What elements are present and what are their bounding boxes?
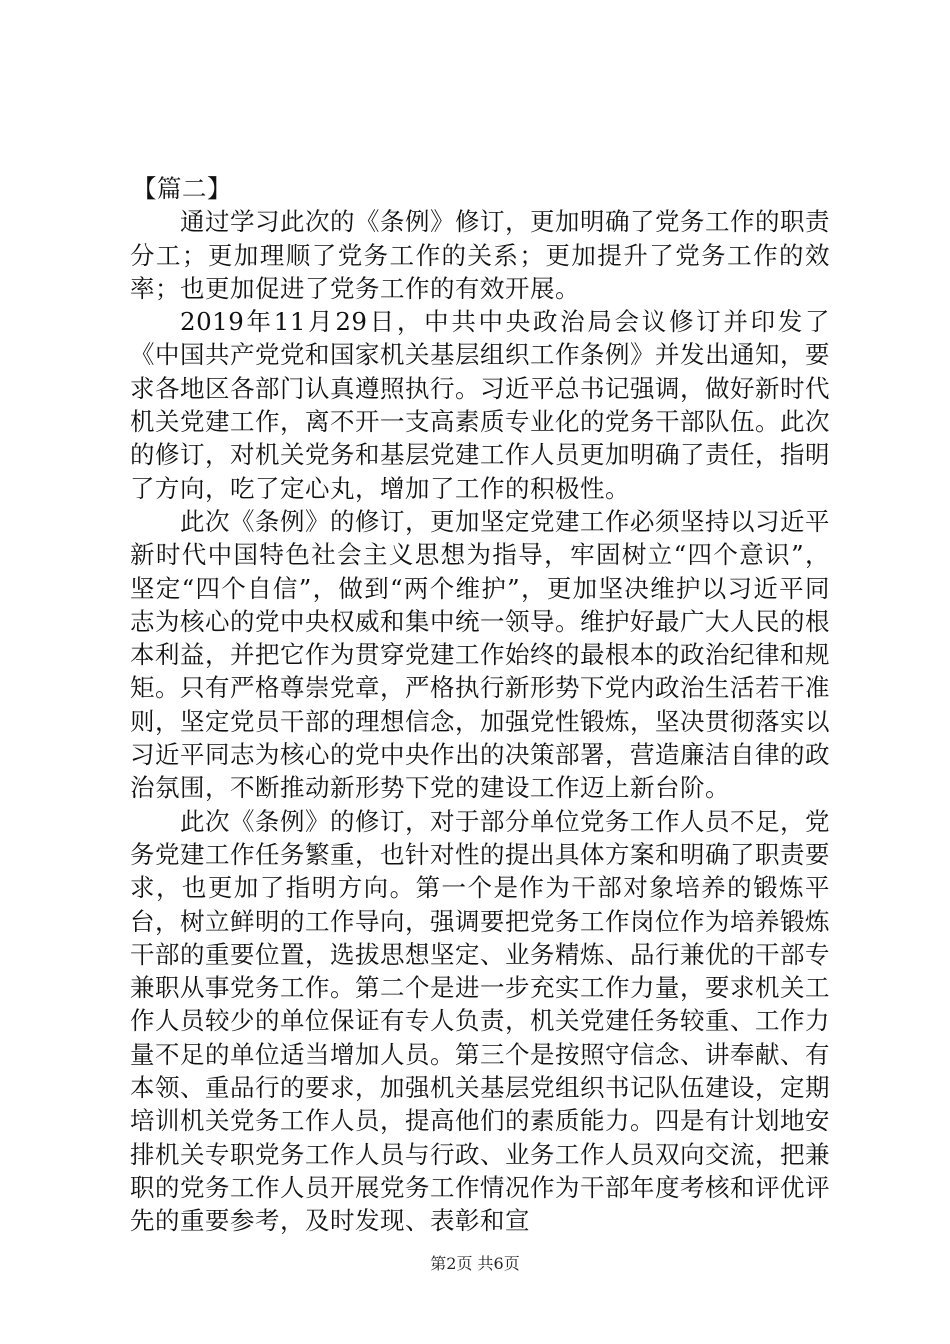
paragraph-2: 2019年11月29日，中共中央政治局会议修订并印发了《中国共产党党和国家机关基层组织工作条例》并发出通知，要求各地区各部门认真遵照执行。习近平总书记强调，做好新时代机关党建工作，离不开一支高素质专业化的党务干部队伍。此次的修订，对机关党务和基层党建工作人员更加明确了责任，指明了方向，吃了定心丸，增加了工作的积极性。 <box>130 307 830 503</box>
page-footer: 第2页 共6页 <box>430 1254 520 1273</box>
document-body <box>130 172 830 1238</box>
paragraph-3: 此次《条例》的修订，更加坚定党建工作必须坚持以习近平新时代中国特色社会主义思想为指导，牢固树立“四个意识”，坚定“四个自信”，做到“两个维护”，更加坚决维护以习近平同志为核心的党中央权威和集中统一领导。维护好最广大人民的根本利益，并把它作为贯穿党建工作始终的最根本的政治纪律和规矩。只有严格尊崇党章，严格执行新形势下党内政治生活若干准则，坚定党员干部的理想信念，加强党性锻炼，坚决贯彻落实以习近平同志为核心的党中央作出的决策部署，营造廉洁自律的政治氛围，不断推动新形势下党的建设工作迈上新台阶。 <box>130 506 830 803</box>
paragraph-1: 通过学习此次的《条例》修订，更加明确了党务工作的职责分工；更加理顺了党务工作的关系；更加提升了党务工作的效率；也更加促进了党务工作的有效开展。 <box>130 207 830 303</box>
paragraph-4: 此次《条例》的修订，对于部分单位党务工作人员不足，党务党建工作任务繁重，也针对性的提出具体方案和明确了职责要求，也更加了指明方向。第一个是作为干部对象培养的锻炼平台，树立鲜明的工作导向，强调要把党务工作岗位作为培养锻炼干部的重要位置，选拔思想坚定、业务精炼、品行兼优的干部专兼职从事党务工作。第二个是进一步充实工作力量，要求机关工作人员较少的单位保证有专人负责，机关党建任务较重、工作力量不足的单位适当增加人员。第三个是按照守信念、讲奉献、有本领、重品行的要求，加强机关基层党组织书记队伍建设，定期培训机关党务工作人员，提高他们的素质能力。四是有计划地安排机关专职党务工作人员与行政、业务工作人员双向交流，把兼职的党务工作人员开展党务工作情况作为干部年度考核和评优评先的重要参考，及时发现、表彰和宣 <box>130 806 830 1236</box>
section-heading: 【篇二】 <box>132 174 232 203</box>
